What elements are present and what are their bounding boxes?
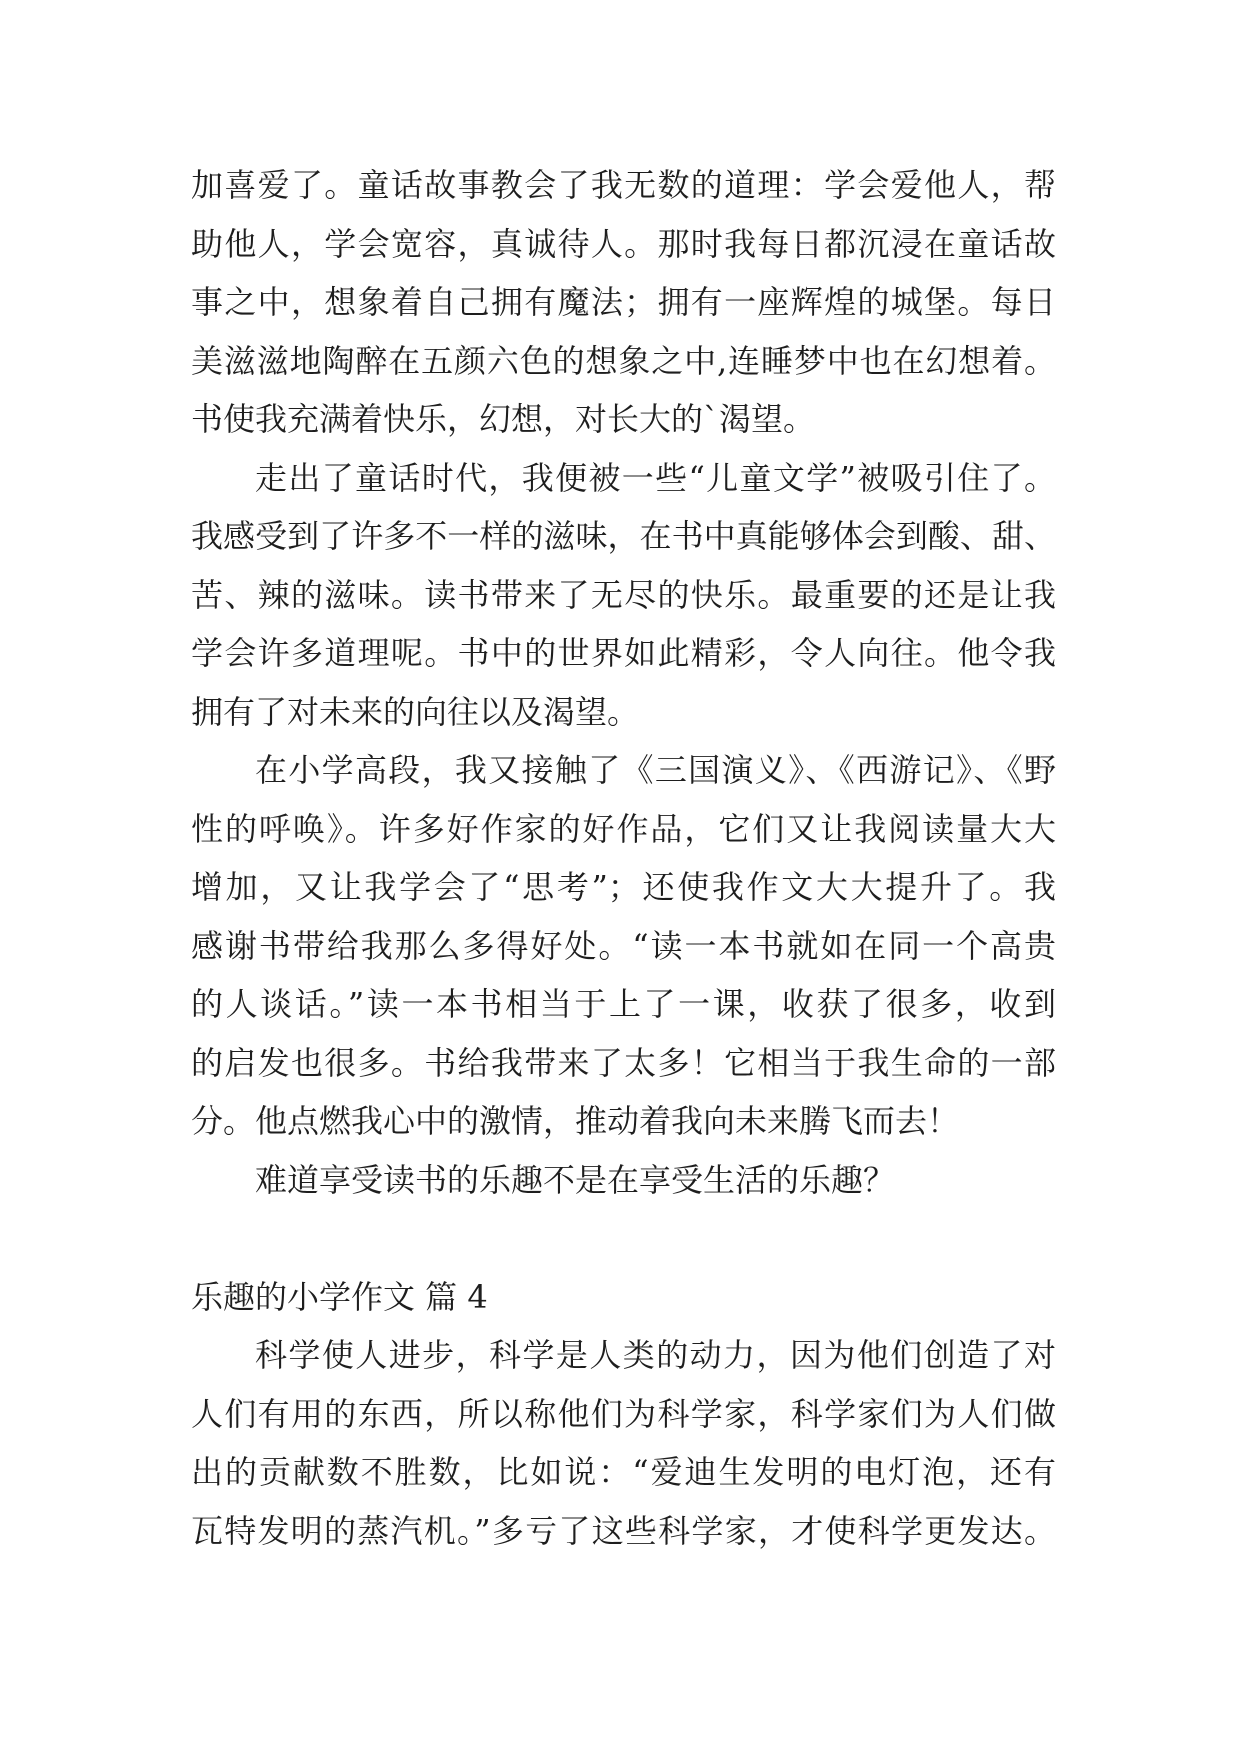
text-line: 的启发也很多。书给我带来了太多！它相当于我生命的一部 — [191, 1043, 1056, 1082]
paragraph-upper-primary — [191, 741, 1056, 1151]
text-line: 科学使人进步，科学是人类的动力，因为他们创造了对 — [255, 1336, 1056, 1374]
text-line: 增加，又让我学会了“思考”；还使我作文大大提升了。我 — [191, 868, 1056, 906]
text-line: 助他人，学会宽容，真诚待人。那时我每日都沉浸在童话故 — [191, 224, 1056, 263]
text-line: 分。他点燃我心中的激情，推动着我向未来腾飞而去！ — [191, 1102, 960, 1140]
text-line: 学会许多道理呢。书中的世界如此精彩，令人向往。他令我 — [191, 634, 1056, 672]
text-line: 苦、辣的滋味。读书带来了无尽的快乐。最重要的还是让我 — [191, 575, 1056, 614]
text-line: 瓦特发明的蒸汽机。”多亏了这些科学家，才使科学更发达。 — [191, 1511, 1056, 1550]
text-line: 走出了童话时代，我便被一些“儿童文学”被吸引住了。 — [255, 458, 1056, 497]
text-line: 出的贡献数不胜数，比如说：“爱迪生发明的电灯泡，还有 — [191, 1453, 1056, 1491]
text-line: 书使我充满着快乐，幻想，对长大的`渴望。 — [191, 400, 816, 438]
paragraph-continued — [191, 156, 1056, 449]
paragraph-closing-question — [191, 1151, 1056, 1210]
paragraph-science — [191, 1326, 1056, 1560]
text-line: 拥有了对未来的向往以及渴望。 — [191, 692, 640, 731]
text-line: 感谢书带给我那么多得好处。“读一本书就如在同一个高贵 — [191, 926, 1056, 965]
text-line: 加喜爱了。童话故事教会了我无数的道理：学会爱他人，帮 — [191, 166, 1056, 204]
text-line: 在小学高段，我又接触了《三国演义》、《西游记》、《野 — [255, 751, 1056, 789]
text-line: 美滋滋地陶醉在五颜六色的想象之中,连睡梦中也在幻想着。 — [191, 341, 1056, 380]
document-body — [191, 156, 1056, 1560]
text-line: 性的呼唤》。许多好作家的好作品，它们又让我阅读量大大 — [191, 809, 1056, 848]
text-line: 事之中，想象着自己拥有魔法；拥有一座辉煌的城堡。每日 — [191, 283, 1056, 321]
section-heading: 乐趣的小学作文 篇 4 — [191, 1277, 488, 1316]
text-line: 难道享受读书的乐趣不是在享受生活的乐趣？ — [255, 1160, 896, 1199]
paragraph-childrens-literature — [191, 449, 1056, 742]
text-line: 人们有用的东西，所以称他们为科学家，科学家们为人们做 — [191, 1394, 1056, 1433]
text-line: 我感受到了许多不一样的滋味，在书中真能够体会到酸、甜、 — [191, 517, 1056, 555]
text-line: 的人谈话。”读一本书相当于上了一课，收获了很多，收到 — [191, 985, 1056, 1023]
